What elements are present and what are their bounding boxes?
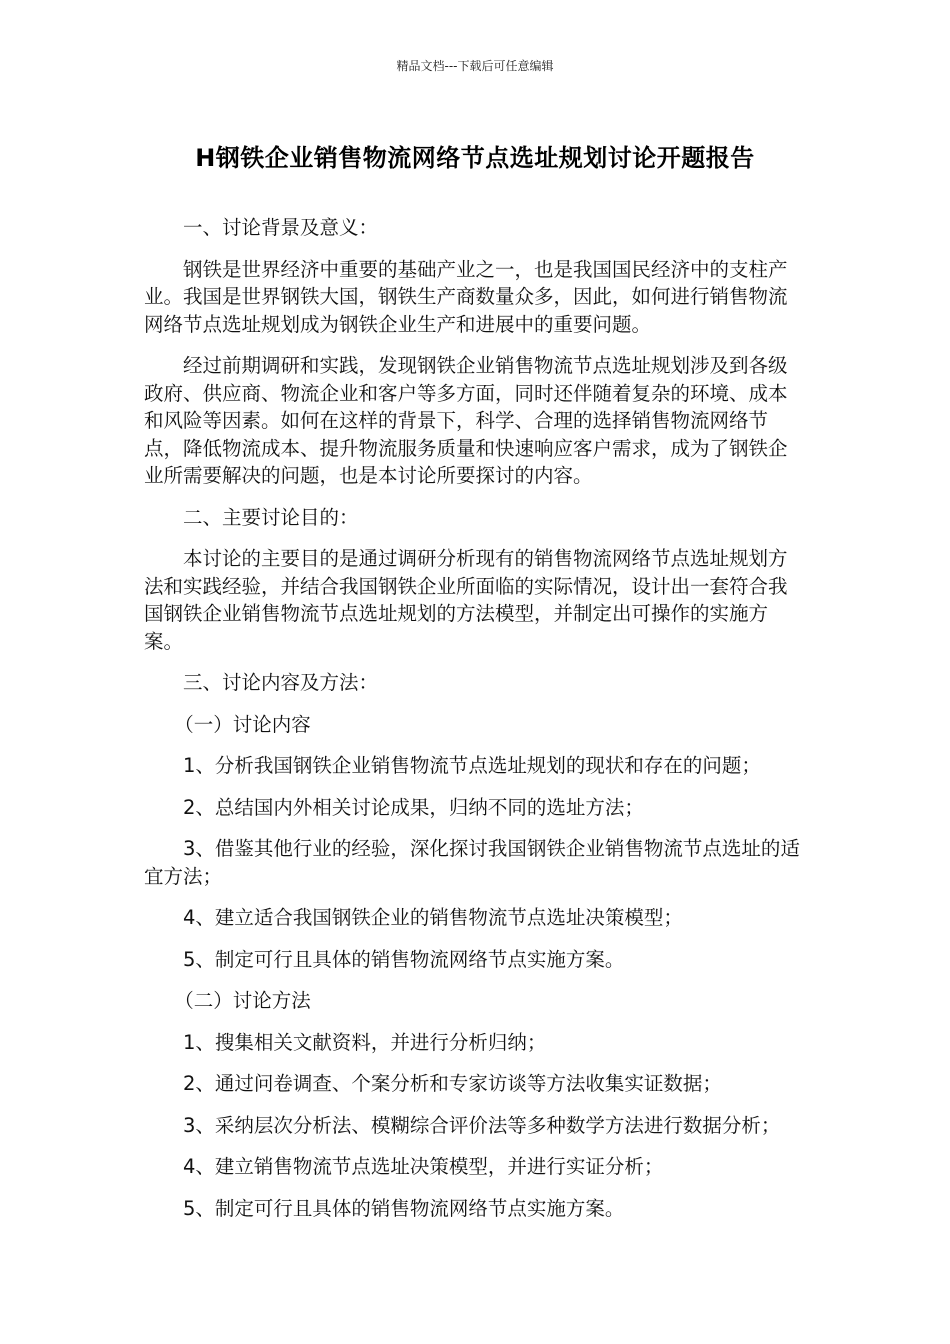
section-heading-background: 一、讨论背景及意义：: [183, 216, 379, 239]
paragraph-background-1: 钢铁是世界经济中重要的基础产业之一，也是我国国民经济中的支柱产业。我国是世界钢铁大国，钢铁生产商数量众多，因此，如何进行销售物流网络节点选址规划成为钢铁企业生产和进展中的重要问题。: [144, 257, 788, 336]
document-body: [144, 214, 804, 1236]
list-item: 5、制定可行且具体的销售物流网络节点实施方案。: [183, 947, 625, 971]
list-item: 1、搜集相关文献资料，并进行分析归纳；: [183, 1030, 547, 1054]
list-item: 3、借鉴其他行业的经验，深化探讨我国钢铁企业销售物流节点选址的适宜方法；: [144, 837, 800, 888]
section-heading-purpose: 二、主要讨论目的：: [183, 505, 359, 529]
section-heading-content-method: 三、讨论内容及方法：: [183, 671, 379, 694]
paragraph-purpose: 本讨论的主要目的是通过调研分析现有的销售物流网络节点选址规划方法和实践经验，并结合我国钢铁企业所面临的实际情况，设计出一套符合我国钢铁企业销售物流节点选址规划的方法模型，并制定出可操作的实施方案。: [144, 547, 788, 653]
list-item: 2、通过问卷调查、个案分析和专家访谈等方法收集实证数据；: [183, 1072, 722, 1095]
list-item: 4、建立销售物流节点选址决策模型，并进行实证分析；: [183, 1155, 664, 1178]
subsection-heading-content: （一）讨论内容: [174, 712, 311, 736]
page-header: 精品文档---下载后可任意编辑: [396, 59, 554, 73]
list-item: 5、制定可行且具体的销售物流网络节点实施方案。: [183, 1196, 625, 1220]
paragraph-background-2: 经过前期调研和实践，发现钢铁企业销售物流节点选址规划涉及到各级政府、供应商、物流企业和客户等多方面，同时还伴随着复杂的环境、成本和风险等因素。如何在这样的背景下，科学、合理的选择销售物流网络节点，降低物流成本、提升物流服务质量和快速响应客户需求，成为了钢铁企业所需要解决的问题，也是本讨论所要探讨的内容。: [144, 354, 788, 487]
list-item: 3、采纳层次分析法、模糊综合评价法等多种数学方法进行数据分析；: [183, 1113, 781, 1137]
list-item: 4、建立适合我国钢铁企业的销售物流节点选址决策模型；: [183, 906, 683, 929]
subsection-heading-method: （二）讨论方法: [174, 989, 311, 1012]
list-item: 1、分析我国钢铁企业销售物流节点选址规划的现状和存在的问题；: [183, 754, 761, 777]
document-title: H钢铁企业销售物流网络节点选址规划讨论开题报告: [195, 144, 755, 172]
list-item: 2、总结国内外相关讨论成果，归纳不同的选址方法；: [183, 795, 644, 819]
